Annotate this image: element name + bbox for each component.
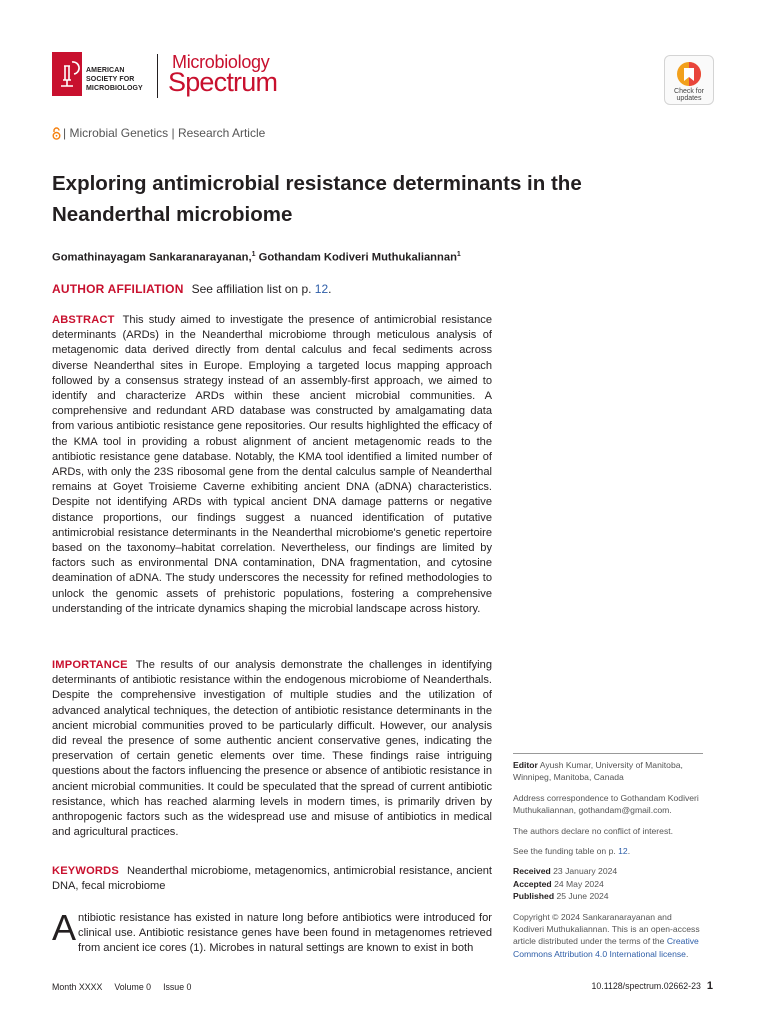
doi-footer [591,980,713,992]
abstract-section [52,313,492,617]
received-date: Received 23 January 2024 [513,866,618,877]
logo-divider [157,54,158,98]
author-name[interactable]: Gothandam Kodiveri Muthukaliannan [258,251,457,264]
author-list [52,248,461,265]
sidebar-rule [513,753,703,754]
article-title: Exploring antimicrobial resistance determinants in the Neanderthal microbiome [52,172,582,226]
article-info-sidebar [513,753,703,968]
keywords-text: Neanderthal microbiome, metagenomics, antimicrobial resistance, ancient DNA, fecal microbiome [52,865,492,893]
funding-page-link[interactable]: 12 [618,846,628,857]
article-category [52,126,265,140]
intro-text: ntibiotic resistance has existed in nature long before antibiotics were introduced for clinical use. Antibiotic resistance genes have been found in metagenomes retrieved from ancient ice cores (1). Microbes in natural settings are known to exist in both [78,912,492,955]
accepted-date: Accepted 24 May 2024 [513,878,604,889]
license-end: . [685,948,689,959]
affiliation-marker: 1 [251,251,256,258]
affiliation-page-link[interactable]: 12 [314,282,329,296]
copyright-text: Copyright © 2024 Sankaranarayanan and Kodiveri Muthukaliannan. This is an open-access article distributed under the terms of the [513,911,700,947]
keywords-section [52,864,492,894]
editor-label: Editor [513,760,538,770]
funding-end: . [627,846,631,857]
page-number: 1 [706,980,713,992]
author-name[interactable]: Gomathinayagam Sankaranarayanan, [52,251,252,264]
funding-note [513,845,703,857]
asm-logo-mark-icon [52,52,82,96]
importance-text: The results of our analysis demonstrate the challenges in identifying determinants of antibiotic resistance within the endogenous microbiome of Neanderthals. Despite the comprehensive investigation of multiple studies and the utilization of advanced analytical techniques, the detection of antibiotic resistance determinants in the ancient microbial communities proved to be particularly difficult. However, our analysis did reveal the presence of some authentic ancient conservative genes, indicating the preservation of certain genetic elements over time. These findings raise intriguing questions about the factors influencing the presence or absence of antibiotic resistance in ancient microbial communities. It could be speculated that the spread of current antibiotic resistance, which has reached alarming levels in modern times, is primarily driven by anthropogenic factors such as the widespread use and misuse of antibiotics in medical and agricultural practices. [52,659,492,839]
importance-label: IMPORTANCE [52,659,128,671]
abstract-label: ABSTRACT [52,314,115,326]
footer-volume: Volume 0 [114,982,152,992]
correspondence-block: Address correspondence to Gothandam Kodiveri Muthukaliannan, gothandam@gmail.com. [513,792,699,816]
check-updates-label: Check for updates [674,88,704,102]
footer-month: Month XXXX [52,982,103,992]
copyright-notice [513,911,703,961]
affiliation-label: AUTHOR AFFILIATION [52,282,184,296]
conflict-statement: The authors declare no conflict of interest. [513,825,674,836]
abstract-text: This study aimed to investigate the presence of antimicrobial resistance determinants (ARDs) in the Neanderthal microbiome through meticulous analysis of metagenomic data derived directly from dental calculus and fecal sediments across diverse Neanderthal sites in Europe. Employing a targeted locus mapping approach followed by a consensus strategy instead of an assembly-first approach, we aimed to identify and characterize ARDs within these ancient microbial communities. A comprehensive and redundant ARD database was constructed by amalgamating data from various antibiotic resistance gene repositories. Our results highlighted the efficacy of the KMA tool in providing a robust alignment of ancient metagenomic reads to the antibiotic resistance gene database. Notably, the KMA tool identified a limited number of ARDs, with only the 23S ribosomal gene from the dental calculus sample of Neanderthal remains at Goyet Troisieme Caverne exhibiting ancient DNA (aDNA) characteristics. Despite not identifying ARDs with typical ancient DNA damage patterns or negative distance proportions, our findings suggest a nuanced identification of putative antimicrobial resistance determinants in the Neanderthal microbiome's genetic repertoire based on the taxonomy–habitat correlation. Nevertheless, our findings are limited by factors such as environmental DNA contamination, DNA fragmentation, and cytosine deamination of aDNA. The study underscores the necessity for refined methodologies to unlock the genomic assets of prehistoric populations, fostering a comprehensive understanding of the intricate dynamics shaping the microbial landscape across history. [52,314,492,615]
editor-block [513,753,703,784]
importance-section [52,658,492,840]
author-affiliation [52,282,332,296]
check-updates-icon [676,61,702,87]
category-text: | Microbial Genetics | Research Article [63,126,266,140]
journal-name-line2: Spectrum [168,67,278,97]
introduction-paragraph [52,907,492,957]
affiliation-end: . [328,282,332,296]
license-link[interactable]: Creative Commons Attribution 4.0 International license [513,936,699,959]
keywords-label: KEYWORDS [52,865,119,877]
affiliation-marker: 1 [456,251,461,258]
check-for-updates-badge[interactable] [664,55,714,105]
footer-issue: Issue 0 [163,982,192,992]
journal-name-line1: Microbiology [172,52,270,72]
asm-logo [52,50,162,100]
issue-info [52,982,203,992]
publication-dates [513,865,703,902]
funding-text: See the funding table on p. [513,846,616,857]
doi-link[interactable]: 10.1128/spectrum.02662-23 [591,981,701,991]
affiliation-text: See affiliation list on p. [191,282,312,296]
asm-wordmark: AMERICAN SOCIETY FOR MICROBIOLOGY [86,67,143,92]
drop-cap: A [52,907,77,948]
published-date: Published 25 June 2024 [513,891,609,902]
open-access-icon [52,127,61,140]
editor-text: Ayush Kumar, University of Manitoba, Winnipeg, Manitoba, Canada [513,760,683,783]
